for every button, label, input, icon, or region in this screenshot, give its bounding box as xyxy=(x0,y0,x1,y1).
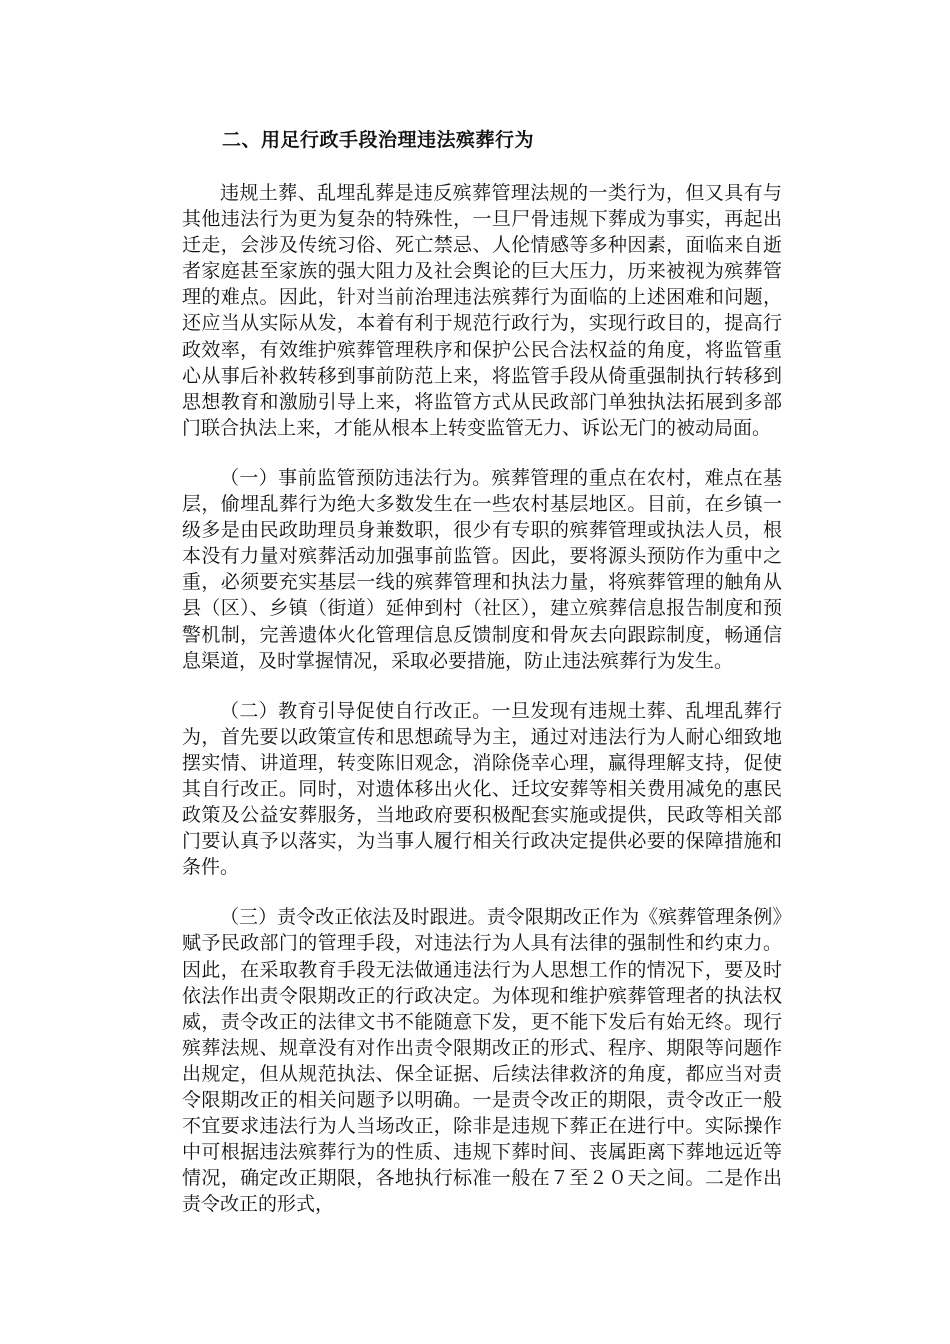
paragraph-correction-order: （三）责令改正依法及时跟进。责令限期改正作为《殡葬管理条例》赋予民政部门的管理手段，对违法行为人具有法律的强制性和约束力。因此，在采取教育手段无法做通违法行为人思想工作的情况下，要及时依法作出责令限期改正的行政决定。为体现和维护殡葬管理者的执法权威，责令改正的法律文书不能随意下发，更不能下发后有始无终。现行殡葬法规、规章没有对作出责令限期改正的形式、程序、期限等问题作出规定，但从规范执法、保全证据、后续法律救济的角度，都应当对责令限期改正的相关问题予以明确。一是责令改正的期限，责令改正一般不宜要求违法行为人当场改正，除非是违规下葬正在进行中。实际操作中可根据违法殡葬行为的性质、违规下葬时间、丧属距离下葬地远近等情况，确定改正期限，各地执行标准一般在７至２０天之间。二是作出责令改正的形式， xyxy=(182,906,782,1216)
document-body xyxy=(182,126,782,1217)
paragraph-prevention: （一）事前监管预防违法行为。殡葬管理的重点在农村，难点在基层，偷埋乱葬行为绝大多数发生在一些农村基层地区。目前，在乡镇一级多是由民政助理员身兼数职，很少有专职的殡葬管理或执法人员，根本没有力量对殡葬活动加强事前监管。因此，要将源头预防作为重中之重，必须要充实基层一线的殡葬管理和执法力量，将殡葬管理的触角从县（区）、乡镇（街道）延伸到村（社区），建立殡葬信息报告制度和预警机制，完善遗体火化管理信息反馈制度和骨灰去向跟踪制度，畅通信息渠道，及时掌握情况，采取必要措施，防止违法殡葬行为发生。 xyxy=(182,466,782,672)
paragraph-education: （二）教育引导促使自行改正。一旦发现有违规土葬、乱埋乱葬行为，首先要以政策宣传和思想疏导为主，通过对违法行为人耐心细致地摆实情、讲道理，转变陈旧观念，消除侥幸心理，赢得理解支持，促使其自行改正。同时，对遗体移出火化、迁坟安葬等相关费用减免的惠民政策及公益安葬服务，当地政府要积极配套实施或提供，民政等相关部门要认真予以落实，为当事人履行相关行政决定提供必要的保障措施和条件。 xyxy=(182,699,782,879)
paragraph-intro: 违规土葬、乱埋乱葬是违反殡葬管理法规的一类行为，但又具有与其他违法行为更为复杂的特殊性，一旦尸骨违规下葬成为事实，再起出迁走，会涉及传统习俗、死亡禁忌、人伦情感等多种因素，面临来自逝者家庭甚至家族的强大阻力及社会舆论的巨大压力，历来被视为殡葬管理的难点。因此，针对当前治理违法殡葬行为面临的上述困难和问题，还应当从实际从发，本着有利于规范行政行为，实现行政目的，提高行政效率，有效维护殡葬管理秩序和保护公民合法权益的角度，将监管重心从事后补救转移到事前防范上来，将监管手段从倚重强制执行转移到思想教育和激励引导上来，将监管方式从民政部门单独执法拓展到多部门联合执法上来，才能从根本上转变监管无力、诉讼无门的被动局面。 xyxy=(182,182,782,439)
section-heading: 二、用足行政手段治理违法殡葬行为 xyxy=(222,129,535,151)
